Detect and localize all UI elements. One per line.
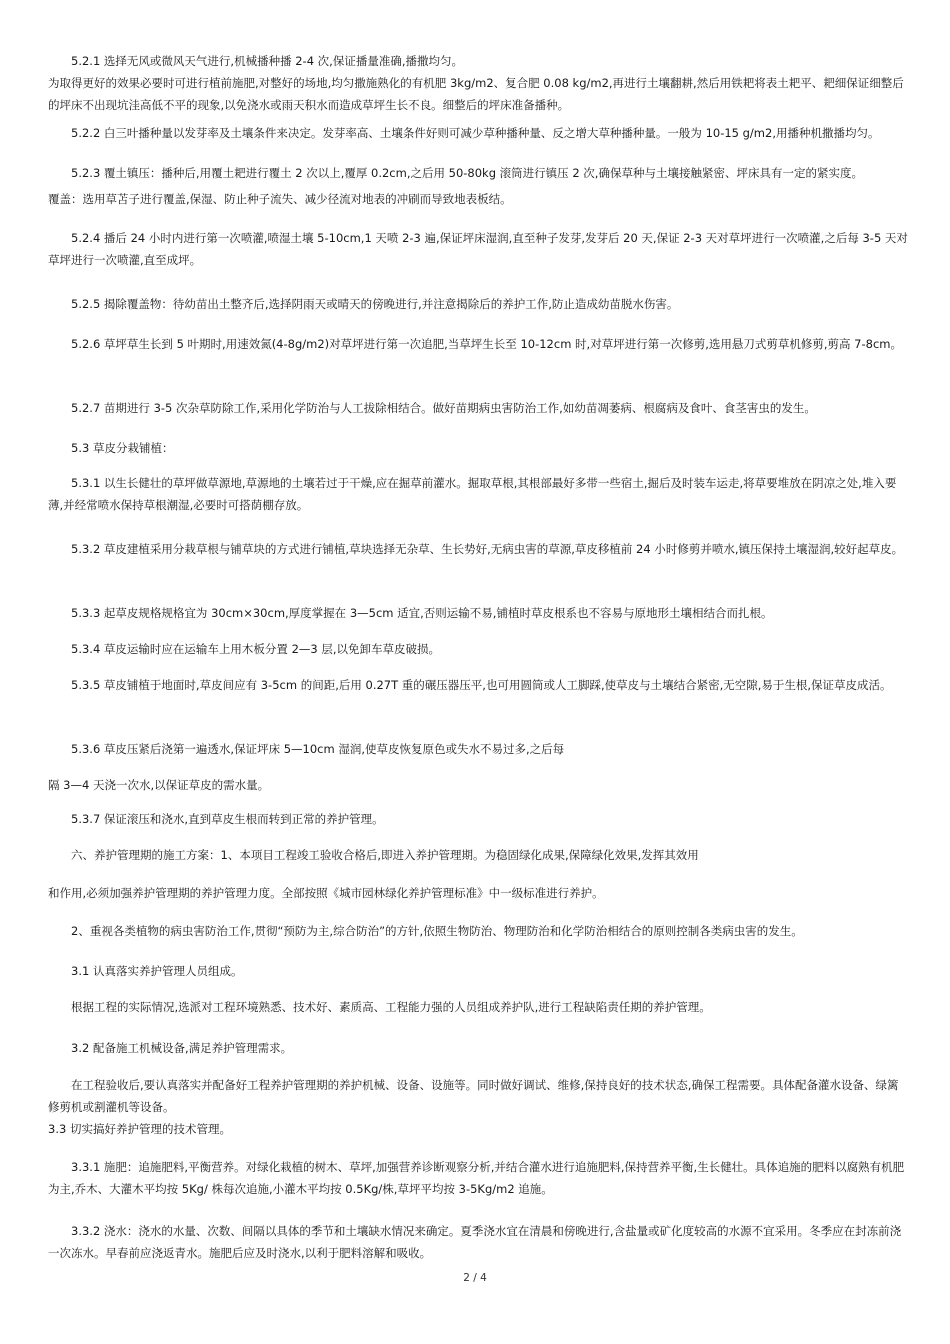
para-5-2-7: 5.2.7 苗期进行 3-5 次杂草防除工作,采用化学防治与人工拔除相结合。做好苗期病虫害防治工作,如幼苗凋萎病、根腐病及食叶、食茎害虫的发生。 [48, 401, 816, 415]
heading-3-2: 3.2 配备施工机械设备,满足养护管理需求。 [48, 1041, 293, 1055]
para-5-3-4: 5.3.4 草皮运输时应在运输车上用木板分置 2—3 层,以免卸车草皮破损。 [48, 642, 441, 656]
para-item-2: 2、重视各类植物的病虫害防治工作,贯彻“预防为主,综合防治”的方针,依照生物防治、物理防治和化学防治相结合的原则控制各类病虫害的发生。 [48, 924, 803, 938]
heading-3-1: 3.1 认真落实养护管理人员组成。 [48, 964, 243, 978]
para-section-6: 六、养护管理期的施工方案：1、本项目工程竣工验收合格后,即进入养护管理期。为稳固绿化成果,保障绿化效果,发挥其效用 [48, 848, 699, 862]
para-section-6-cont: 和作用,必须加强养护管理期的养护管理力度。全部按照《城市园林绿化养护管理标准》中一级标准进行养护。 [48, 886, 604, 900]
para-5-3-6: 5.3.6 草皮压紧后浇第一遍透水,保证坪床 5—10cm 湿润,使草皮恢复原色或失水不易过多,之后每 [48, 742, 565, 756]
para-5-3-2: 5.3.2 草皮建植采用分栽草根与铺草块的方式进行铺植,草块选择无杂草、生长势好,无病虫害的草源,草皮移植前 24 小时修剪并喷水,镇压保持土壤湿润,较好起草皮。 [48, 542, 904, 556]
para-5-2-3: 5.2.3 覆土镇压：播种后,用覆土耙进行覆土 2 次以上,覆厚 0.2cm,之后用 50-80kg 滚筒进行镇压 2 次,确保草种与土壤接触紧密、坪床具有一定的紧实度。 [48, 166, 863, 180]
para-5-3-7: 5.3.7 保证滚压和浇水,直到草皮生根而转到正常的养护管理。 [48, 812, 384, 826]
para-3-3-1: 3.3.1 施肥：追施肥料,平衡营养。对绿化栽植的树木、草坪,加强营养诊断观察分析,并结合灌水进行追施肥料,保持营养平衡,生长健壮。具体追施的肥料以腐熟有机肥为主,乔木、大灌木平均按 5Kg/ 株每次追施,小灌木平均按 0.5Kg/株,草坪平均按 3-5Kg/m2 追施。 [48, 1160, 905, 1196]
para-cover: 覆盖：选用草苫子进行覆盖,保湿、防止种子流失、减少径流对地表的冲刷而导致地表板结。 [48, 192, 512, 206]
para-5-3-6-cont: 隔 3—4 天浇一次水,以保证草皮的需水量。 [48, 778, 270, 792]
para-5-3-1: 5.3.1 以生长健壮的草坪做草源地,草源地的土壤若过于干燥,应在掘草前灌水。掘取草根,其根部最好多带一些宿土,掘后及时装车运走,将草要堆放在阴凉之处,堆入要薄,并经常喷水保持草根潮湿,必要时可搭荫棚存放。 [48, 476, 897, 512]
page-number: 2 / 4 [463, 1272, 487, 1284]
heading-5-3: 5.3 草皮分栽铺植： [48, 441, 174, 455]
para-5-2-1: 5.2.1 选择无风或微风天气进行,机械播种播 2-4 次,保证播量准确,播撒均匀。 [48, 54, 463, 68]
para-5-3-3: 5.3.3 起草皮规格规格宜为 30cm×30cm,厚度掌握在 3—5cm 适宜,否则运输不易,铺植时草皮根系也不容易与原地形土壤相结合而扎根。 [48, 606, 773, 620]
para-5-3-5: 5.3.5 草皮铺植于地面时,草皮间应有 3-5cm 的间距,后用 0.27T 重的碾压器压平,也可用圆筒或人工脚踩,使草皮与土壤结合紧密,无空隙,易于生根,保证草皮成活。 [48, 678, 892, 692]
para-3-3-2: 3.3.2 浇水：浇水的水量、次数、间隔以具体的季节和土壤缺水情况来确定。夏季浇水宜在清晨和傍晚进行,含盐量或矿化度较高的水源不宜采用。冬季应在封冻前浇一次冻水。早春前应浇返青水。施肥后应及时浇水,以利于肥料溶解和吸收。 [48, 1224, 902, 1260]
para-3-2-body: 在工程验收后,要认真落实并配备好工程养护管理期的养护机械、设备、设施等。同时做好调试、维修,保持良好的技术状态,确保工程需要。具体配备灌水设备、绿篱修剪机或割灌机等设备。 [48, 1078, 899, 1114]
heading-3-3: 3.3 切实搞好养护管理的技术管理。 [48, 1122, 231, 1136]
para-5-2-2: 5.2.2 白三叶播种量以发芽率及土壤条件来决定。发芽率高、土壤条件好则可减少草种播种量、反之增大草种播种量。一般为 10-15 g/m2,用播种机撒播均匀。 [48, 126, 880, 140]
para-5-2-4: 5.2.4 播后 24 小时内进行第一次喷灌,喷湿土壤 5-10cm,1 天喷 2-3 遍,保证坪床湿润,直至种子发芽,发芽后 20 天,保证 2-3 天对草坪进行一次喷灌,之后每 3-5 天对草坪进行一次喷灌,直至成坪。 [48, 231, 908, 267]
para-5-2-5: 5.2.5 揭除覆盖物：待幼苗出土整齐后,选择阴雨天或晴天的傍晚进行,并注意揭除后的养护工作,防止造成幼苗脱水伤害。 [48, 297, 679, 311]
para-5-2-6: 5.2.6 草坪草生长到 5 叶期时,用速效氮(4-8g/m2)对草坪进行第一次追肥,当草坪生长至 10-12cm 时,对草坪进行第一次修剪,选用悬刀式剪草机修剪,剪高 7-8cm。 [48, 337, 902, 351]
para-3-1-body: 根据工程的实际情况,选派对工程环境熟悉、技术好、素质高、工程能力强的人员组成养护队,进行工程缺陷责任期的养护管理。 [48, 1000, 711, 1014]
para-pre-fertilize: 为取得更好的效果必要时可进行植前施肥,对整好的场地,均匀撒施熟化的有机肥 3kg/m2、复合肥 0.08 kg/m2,再进行土壤翻耕,然后用铁耙将表土耙平、耙细保证细整后的坪床不出现坑洼高低不平的现象,以免浇水或雨天积水而造成草坪生长不良。细整后的坪床准备播种。 [48, 76, 904, 112]
